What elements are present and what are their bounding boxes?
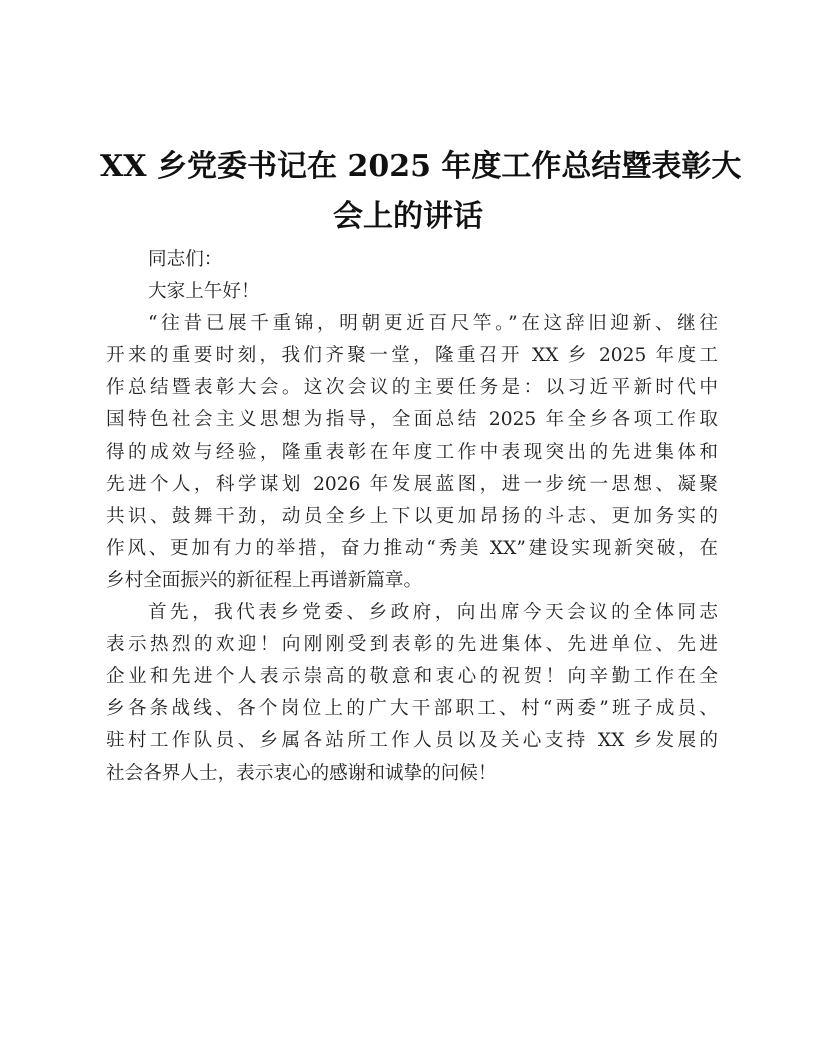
paragraph-line: 大家上午好！ <box>148 281 260 303</box>
paragraph-line: 先进个人，科学谋划 2026 年发展蓝图，进一步统一思想、凝聚 <box>106 473 718 495</box>
title-line: XX 乡党委书记在 2025 年度工作总结暨表彰大 <box>100 149 742 184</box>
paragraph-line: 企业和先进个人表示崇高的敬意和衷心的祝贺！向辛勤工作在全 <box>106 666 718 688</box>
paragraph-line: 作风、更加有力的举措，奋力推动“秀美 XX”建设实现新突破，在 <box>106 537 718 559</box>
paragraph-line: 共识、鼓舞干劲，动员全乡上下以更加昂扬的斗志、更加务实的 <box>106 505 718 527</box>
paragraph-line: 首先，我代表乡党委、乡政府，向出席今天会议的全体同志 <box>148 602 718 624</box>
document-body <box>106 244 718 790</box>
title-line: 会上的讲话 <box>333 199 483 234</box>
paragraph-line: 作总结暨表彰大会。这次会议的主要任务是：以习近平新时代中 <box>106 377 718 399</box>
paragraph-line: 驻村工作队员、乡属各站所工作人员以及关心支持 XX 乡发展的 <box>106 730 718 752</box>
document-title <box>100 142 742 242</box>
greeting-paragraph <box>106 276 718 308</box>
paragraph-line: 得的成效与经验，隆重表彰在年度工作中表现突出的先进集体和 <box>106 441 718 463</box>
paragraph-line: 国特色社会主义思想为指导，全面总结 2025 年全乡各项工作取 <box>106 409 718 431</box>
welcome-paragraph <box>106 597 718 790</box>
intro-paragraph <box>106 308 718 597</box>
paragraph-line: 乡村全面振兴的新征程上再谱新篇章。 <box>106 569 423 591</box>
paragraph-line: 社会各界人士，表示衷心的感谢和诚挚的问候！ <box>106 762 497 784</box>
salutation-paragraph <box>106 244 718 276</box>
paragraph-line: “往昔已展千重锦，明朝更近百尺竿。”在这辞旧迎新、继往 <box>148 313 718 335</box>
paragraph-line: 表示热烈的欢迎！向刚刚受到表彰的先进集体、先进单位、先进 <box>106 634 718 656</box>
paragraph-line: 乡各条战线、各个岗位上的广大干部职工、村“两委”班子成员、 <box>106 698 718 720</box>
paragraph-line: 同志们： <box>148 249 223 270</box>
paragraph-line: 开来的重要时刻，我们齐聚一堂，隆重召开 XX 乡 2025 年度工 <box>106 345 718 367</box>
